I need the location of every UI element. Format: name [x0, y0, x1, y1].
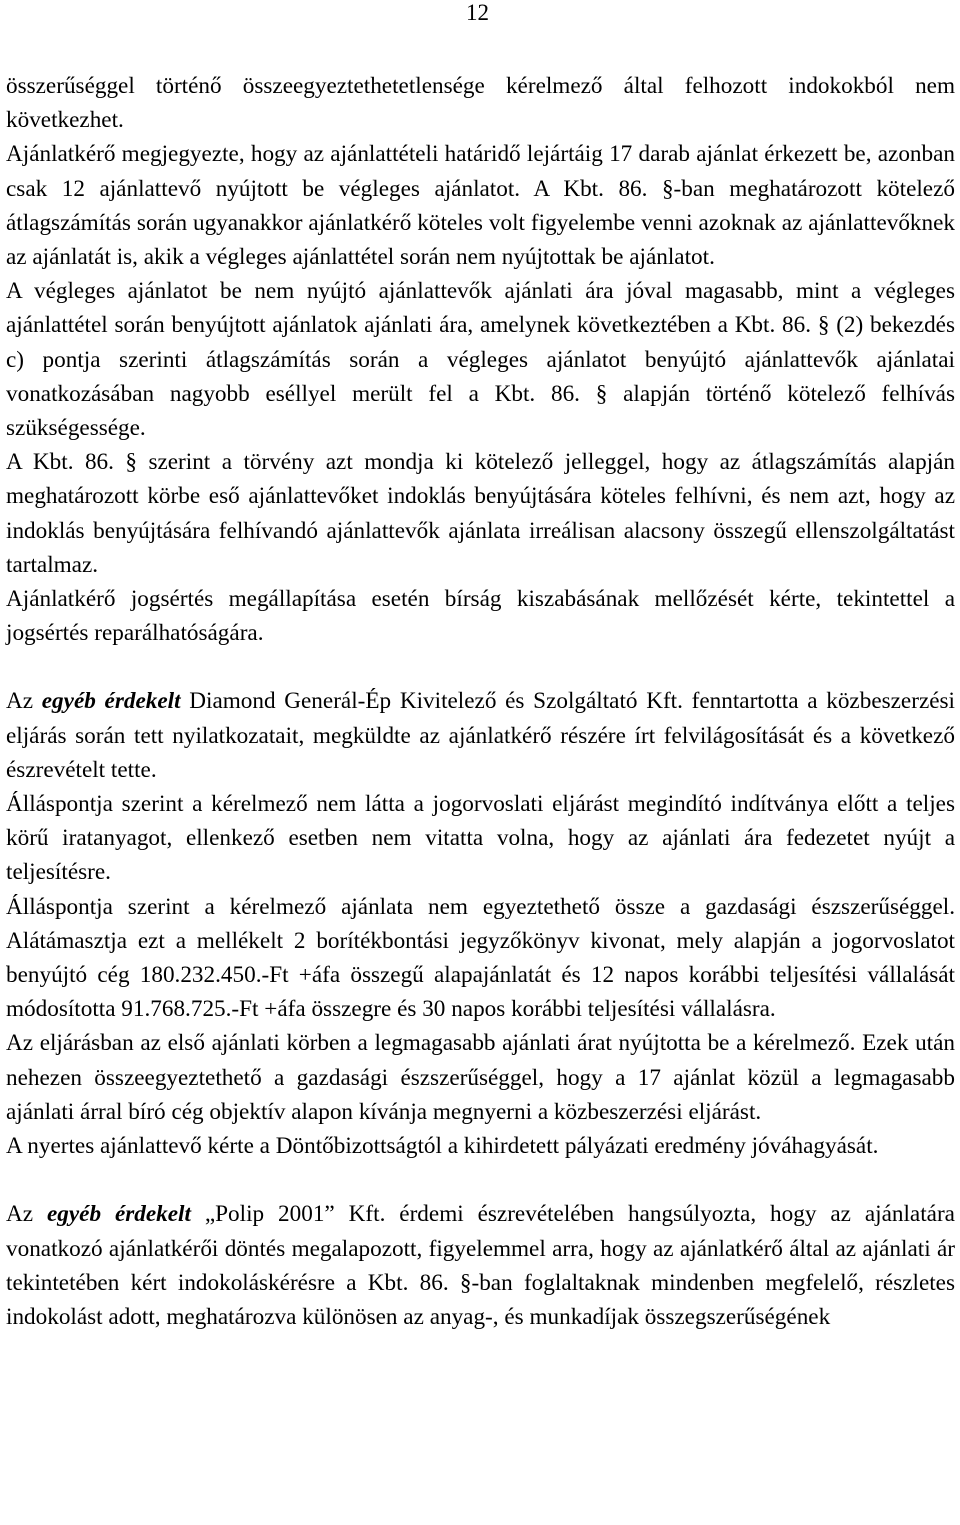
paragraph: Ajánlatkérő jogsértés megállapítása esetén bírság kiszabásának mellőzését kérte, tekintettel a jogsértés reparálhatóságára.	[6, 586, 955, 647]
paragraph: Az eljárásban az első ajánlati körben a legmagasabb ajánlati árat nyújtotta be a kérelmező. Ezek után nehezen összeegyeztethető a gazdasági észszerűséggel, hogy a 17 ajánlat közül a legmagasabb ajánlati árral bíró cég objektív alapon kívánja megnyerni a közbeszerzési eljárást.	[6, 1030, 955, 1125]
paragraph: Álláspontja szerint a kérelmező nem látta a jogorvoslati eljárást megindító indítványa előtt a teljes körű iratanyagot, ellenkező esetben nem vitatta volna, hogy az ajánlati ára fedezetet nyújt a teljesítésre.	[6, 791, 955, 886]
paragraph: összerűséggel történő összeegyeztethetetlensége kérelmező által felhozott indokokból nem következhet.	[6, 73, 955, 134]
diamond-prefix: Az	[6, 688, 42, 715]
paragraph: A nyertes ajánlattevő kérte a Döntőbizottságtól a kihirdetett pályázati eredmény jóváhagyását.	[6, 1133, 879, 1160]
polip-emphasis: egyéb érdekelt	[46, 1201, 191, 1228]
polip-paragraph	[6, 1197, 955, 1334]
diamond-paragraph	[6, 684, 955, 787]
polip-text: „Polip 2001” Kft. érdemi észrevételében hangsúlyozta, hogy az ajánlatára vonatkozó ajánlatkérői döntés megalapozott, figyelemmel arra, hogy az ajánlatkérő által az ajánlati ár tekintetében kért indokoláskérésre a Kbt. 86. §-ban foglaltaknak mindenben megfelelő, részletes indokolást adott, meghatározva különösen az anyag-, és munkadíjak összegszerűségének	[6, 1201, 955, 1330]
document-body	[6, 69, 955, 1334]
page-number: 12	[466, 0, 489, 25]
polip-prefix: Az	[6, 1201, 47, 1228]
paragraph: A Kbt. 86. § szerint a törvény azt mondja ki kötelező jelleggel, hogy az átlagszámítás alapján meghatározott körbe eső ajánlattevőket indoklás benyújtására köteles felhívni, és nem azt, hogy az indoklás benyújtására felhívandó ajánlattevők ajánlata irreálisan alacsony összegű ellenszolgáltatást tartalmaz.	[6, 449, 955, 578]
paragraph: Ajánlatkérő megjegyezte, hogy az ajánlattételi határidő lejártáig 17 darab ajánlat érkezett be, azonban csak 12 ajánlattevő nyújtott be végleges ajánlatot. A Kbt. 86. §-ban meghatározott kötelező átlagszámítás során ugyanakkor ajánlatkérő köteles volt figyelembe venni azoknak az ajánlattevőknek az ajánlatát is, akik a végleges ajánlattétel során nem nyújtottak be ajánlatot.	[6, 141, 955, 271]
paragraph: Álláspontja szerint a kérelmező ajánlata nem egyeztethető össze a gazdasági észszerűséggel. Alátámasztja ezt a mellékelt 2 borítékbontási jegyzőkönyv kivonat, mely alapján a jogorvoslatot benyújtó cég 180.232.450.-Ft +áfa összegű alapajánlatát és 12 napos korábbi teljesítési vállalását módosította 91.768.725.-Ft +áfa összegre és 30 napos korábbi teljesítési vállalásra.	[6, 893, 955, 1023]
paragraph: A végleges ajánlatot be nem nyújtó ajánlattevők ajánlati ára jóval magasabb, mint a végleges ajánlattétel során benyújtott ajánlatok ajánlati ára, amelynek következtében a Kbt. 86. § (2) bekezdés c) pontja szerinti átlagszámítás során a végleges ajánlatot benyújtó ajánlattevők ajánlatai vonatkozásában nagyobb eséllyel merült fel a Kbt. 86. § alapján történő kötelező felhívás szükségessége.	[6, 278, 955, 442]
diamond-emphasis: egyéb érdekelt	[41, 688, 181, 715]
paragraph-spacer	[6, 650, 955, 684]
paragraph-spacer	[6, 1163, 955, 1197]
diamond-text: Diamond Generál-Ép Kivitelező és Szolgáltató Kft. fenntartotta a közbeszerzési eljárás során tett nyilatkozatait, megküldte az ajánlatkérő részére írt felvilágosítását és a következő észrevételt tette.	[6, 688, 955, 783]
